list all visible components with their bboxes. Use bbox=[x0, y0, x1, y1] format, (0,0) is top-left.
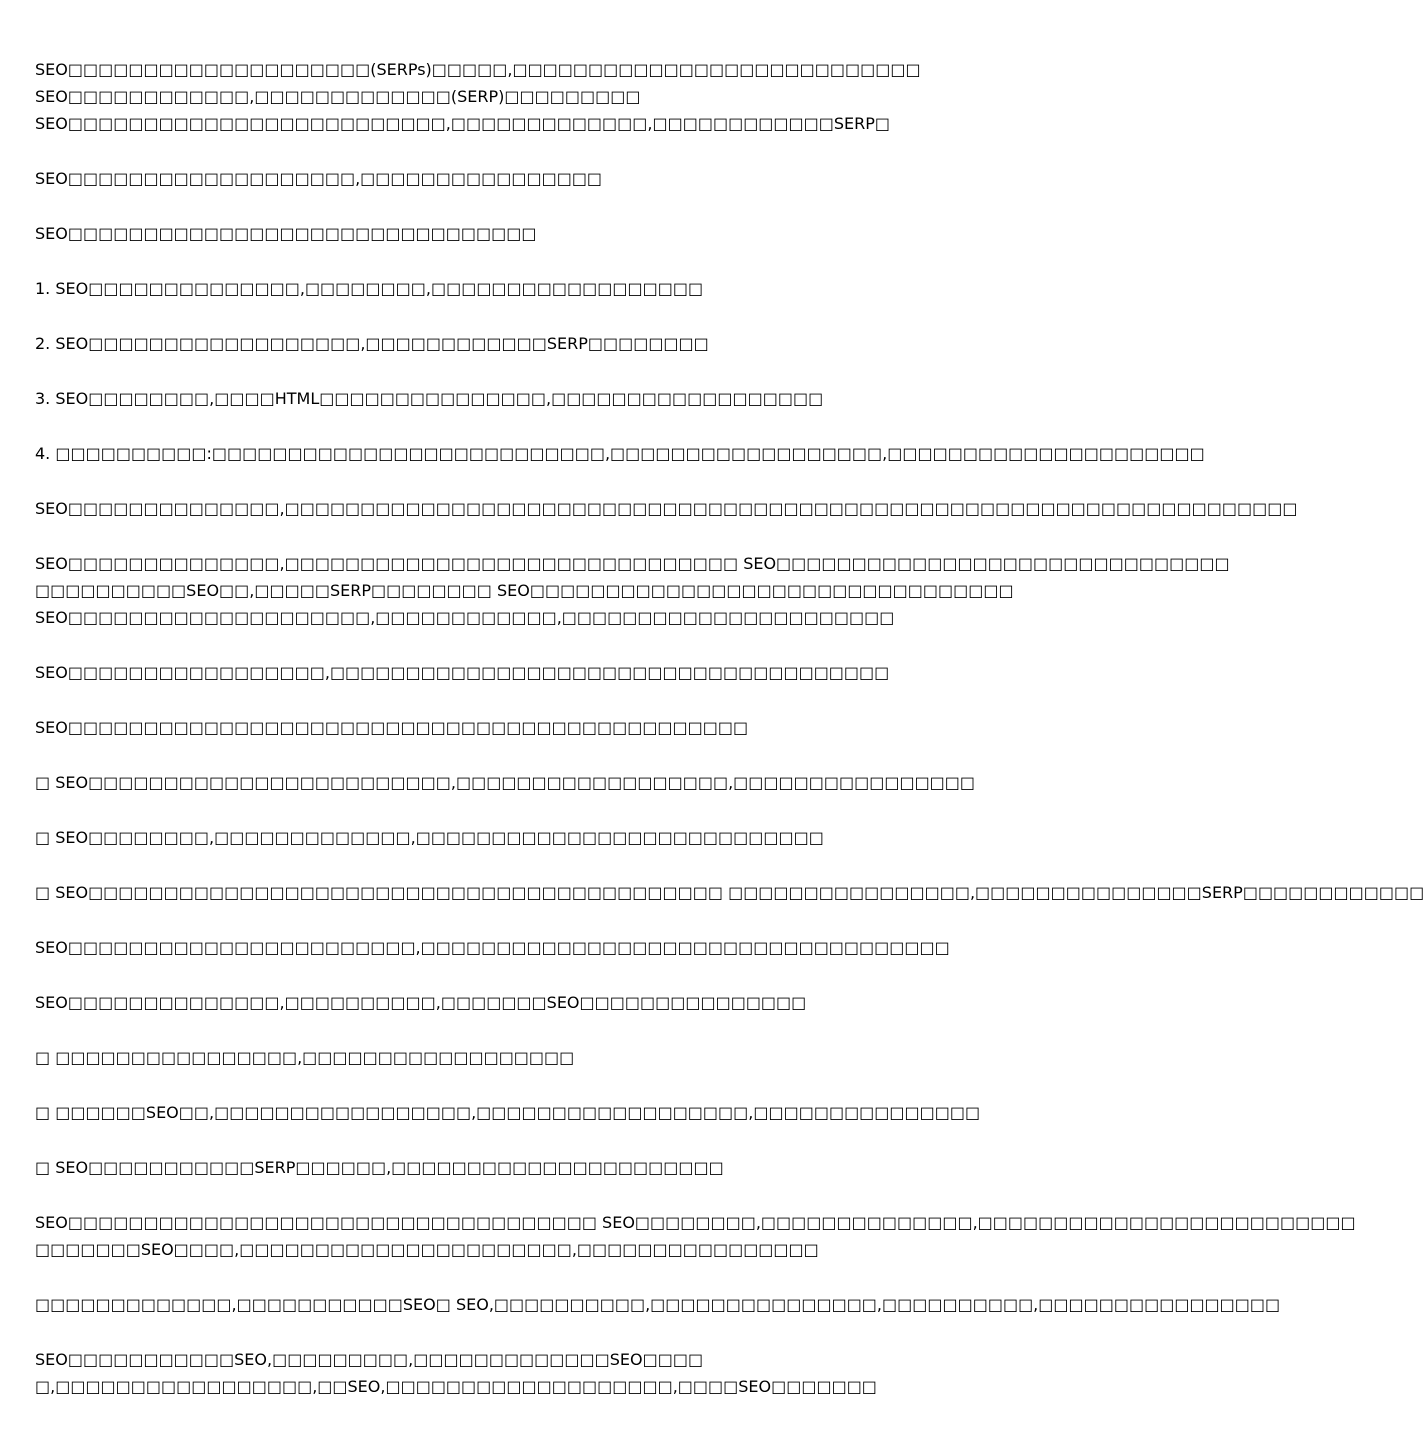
text-line: SEO□□□□□□□□□□□□□□□□□,□□□□□□□□□□□□□□□□□□□□□□□□□□□□□□□□□□□□□ bbox=[35, 663, 890, 682]
paragraph bbox=[35, 385, 995, 412]
text-line: SEO□□□□□□□□□□□SEO,□□□□□□□□□,□□□□□□□□□□□□□SEO□□□□ bbox=[35, 1350, 704, 1369]
text-line: SEO□□□□□□□□□□□□□□□□□□□□(SERPs)□□□□□,□□□□□□□□□□□□□□□□□□□□□□□□□□□ bbox=[35, 60, 921, 79]
paragraph bbox=[35, 165, 995, 192]
text-line: 1. SEO□□□□□□□□□□□□□□,□□□□□□□□,□□□□□□□□□□□□□□□□□□ bbox=[35, 279, 704, 298]
text-line: □ SEO□□□□□□□□□□□□□□□□□□□□□□□□,□□□□□□□□□□□□□□□□□□,□□□□□□□□□□□□□□□□ bbox=[35, 773, 976, 792]
text-line: SEO□□□□□□□□□□□□□□,□□□□□□□□□□□□□□□□□□□□□□□□□□□□□□□□□□□□□□□□□□□□□□□□□□□□□□□□□□□□□□□□□□□ bbox=[35, 499, 1298, 518]
text-line: SEO□□□□□□□□□□□□□□,□□□□□□□□□□,□□□□□□□SEO□□□□□□□□□□□□□□□ bbox=[35, 993, 807, 1012]
text-line: SEO□□□□□□□□□□□□□□□□□□□□□□□□□□□□□□□□□□□□□□□□□□□□□ bbox=[35, 718, 749, 737]
paragraph bbox=[35, 440, 1205, 467]
paragraph bbox=[35, 879, 1424, 906]
text-line: □ □□□□□□SEO□□,□□□□□□□□□□□□□□□□□,□□□□□□□□□□□□□□□□□□,□□□□□□□□□□□□□□□ bbox=[35, 1103, 981, 1122]
text-line: □ SEO□□□□□□□□□□□□□□□□□□□□□□□□□□□□□□□□□□□□□□□□□□ □□□□□□□□□□□□□□□□,□□□□□□□□□□□□□□□SERP□□□□□□□□□□□□ bbox=[35, 883, 1424, 902]
document-page bbox=[35, 56, 1424, 1428]
text-line: □□□□□□□□□□□□□,□□□□□□□□□□□SEO□ SEO,□□□□□□□□□□,□□□□□□□□□□□□□□□,□□□□□□□□□□,□□□□□□□□□□□□□□□□ bbox=[35, 1295, 1281, 1314]
text-line: SEO□□□□□□□□□□□□□□□□□□□,□□□□□□□□□□□□□□□□ bbox=[35, 169, 603, 188]
text-line: 4. □□□□□□□□□□:□□□□□□□□□□□□□□□□□□□□□□□□□□,□□□□□□□□□□□□□□□□□□,□□□□□□□□□□□□□□□□□□□□□ bbox=[35, 444, 1205, 463]
text-line: SEO□□□□□□□□□□□□□□,□□□□□□□□□□□□□□□□□□□□□□□□□□□□□□ SEO□□□□□□□□□□□□□□□□□□□□□□□□□□□□□□ bbox=[35, 554, 1230, 573]
paragraph bbox=[35, 550, 1230, 631]
text-line: □,□□□□□□□□□□□□□□□□□,□□SEO,□□□□□□□□□□□□□□□□□□□,□□□□SEO□□□□□□□ bbox=[35, 1377, 877, 1396]
paragraph bbox=[35, 714, 995, 741]
paragraph bbox=[35, 495, 1298, 522]
paragraph bbox=[35, 989, 995, 1016]
text-line: □ SEO□□□□□□□□,□□□□□□□□□□□□□,□□□□□□□□□□□□□□□□□□□□□□□□□□□ bbox=[35, 828, 824, 847]
text-line: 3. SEO□□□□□□□□,□□□□HTML□□□□□□□□□□□□□□□,□□□□□□□□□□□□□□□□□□ bbox=[35, 389, 824, 408]
text-line: SEO□□□□□□□□□□□□□□□□□□□□□□□□□,□□□□□□□□□□□□□,□□□□□□□□□□□□SERP□ bbox=[35, 114, 891, 133]
text-line: □□□□□□□SEO□□□□,□□□□□□□□□□□□□□□□□□□□□□,□□□□□□□□□□□□□□□□ bbox=[35, 1240, 819, 1259]
text-line: SEO□□□□□□□□□□□□,□□□□□□□□□□□□□(SERP)□□□□□□□□□ bbox=[35, 87, 641, 106]
paragraph bbox=[35, 275, 995, 302]
paragraph bbox=[35, 934, 995, 961]
text-line: □ □□□□□□□□□□□□□□□□,□□□□□□□□□□□□□□□□□□ bbox=[35, 1048, 575, 1067]
text-line: SEO□□□□□□□□□□□□□□□□□□□□□□□□□□□□□□□ bbox=[35, 224, 537, 243]
paragraph bbox=[35, 769, 995, 796]
paragraph bbox=[35, 1291, 1281, 1318]
text-line: SEO□□□□□□□□□□□□□□□□□□□□,□□□□□□□□□□□□,□□□□□□□□□□□□□□□□□□□□□□ bbox=[35, 608, 895, 627]
paragraph bbox=[35, 56, 995, 137]
text-line: □ SEO□□□□□□□□□□□SERP□□□□□□,□□□□□□□□□□□□□□□□□□□□□□ bbox=[35, 1158, 724, 1177]
paragraph bbox=[35, 330, 995, 357]
paragraph bbox=[35, 1044, 995, 1071]
text-line: 2. SEO□□□□□□□□□□□□□□□□□□,□□□□□□□□□□□□SERP□□□□□□□□ bbox=[35, 334, 709, 353]
text-line: □□□□□□□□□□SEO□□,□□□□□SERP□□□□□□□□ SEO□□□□□□□□□□□□□□□□□□□□□□□□□□□□□□□□ bbox=[35, 581, 1014, 600]
paragraph bbox=[35, 1154, 995, 1181]
paragraph bbox=[35, 220, 995, 247]
text-line: SEO□□□□□□□□□□□□□□□□□□□□□□□□□□□□□□□□□□□ SEO□□□□□□□□,□□□□□□□□□□□□□□,□□□□□□□□□□□□□□□□□□□□□□□□□ bbox=[35, 1213, 1356, 1232]
text-line: SEO□□□□□□□□□□□□□□□□□□□□□□□,□□□□□□□□□□□□□□□□□□□□□□□□□□□□□□□□□□□ bbox=[35, 938, 950, 957]
paragraph bbox=[35, 1209, 1356, 1263]
paragraph bbox=[35, 1099, 995, 1126]
paragraph bbox=[35, 1346, 995, 1400]
paragraph bbox=[35, 824, 995, 851]
paragraph bbox=[35, 659, 995, 686]
